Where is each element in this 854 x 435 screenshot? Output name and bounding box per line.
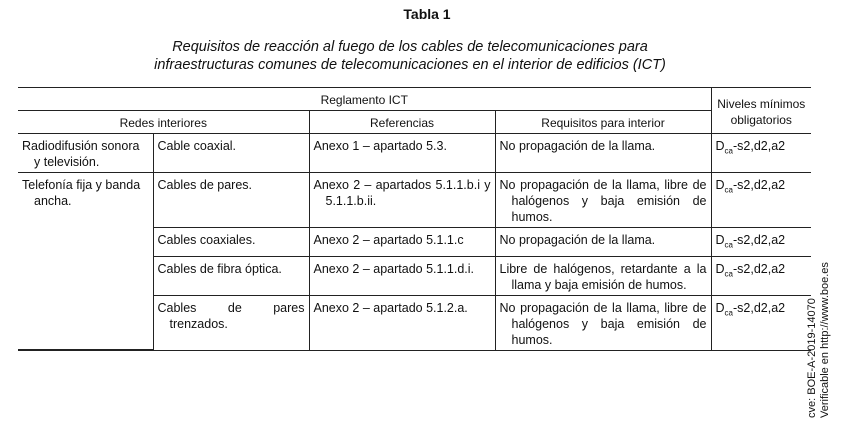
subtitle-line-1: Requisitos de reacción al fuego de los cables de telecomunicaciones para — [172, 39, 648, 55]
table-row — [18, 134, 811, 173]
cable-cell: Cables de fibra óptica. — [153, 256, 309, 295]
verification-note — [806, 262, 832, 418]
header-row-1 — [18, 88, 811, 111]
table-row — [18, 173, 811, 228]
nivel-cell: $D_{ca}-s2,d2,a2$ — [711, 228, 811, 257]
header-referencias: Referencias — [309, 111, 495, 134]
header-requisitos: Requisitos para interior — [495, 111, 711, 134]
referencia-cell: Anexo 2 – apartado 5.1.2.a. — [309, 295, 495, 350]
cable-cell: Cables coaxiales. — [153, 228, 309, 257]
requisito-cell: No propagación de la llama, libre de halógenos y baja emisión de humos. — [495, 173, 711, 228]
referencia-cell: Anexo 2 – apartados 5.1.1.b.i y 5.1.1.b.ii. — [309, 173, 495, 228]
requisito-cell: Libre de halógenos, retardante a la llama y baja emisión de humos. — [495, 256, 711, 295]
cable-cell: Cables de pares. — [153, 173, 309, 228]
nivel-cell: $D_{ca}-s2,d2,a2$ — [711, 134, 811, 173]
referencia-cell: Anexo 2 – apartado 5.1.1.d.i. — [309, 256, 495, 295]
cable-cell: Cables de pares trenzados. — [153, 295, 309, 350]
table-title: Tabla 1 — [403, 6, 451, 22]
header-row-2 — [18, 111, 811, 134]
referencia-cell: Anexo 1 – apartado 5.3. — [309, 134, 495, 173]
requisito-cell: No propagación de la llama. — [495, 134, 711, 173]
nivel-cell: $D_{ca}-s2,d2,a2$ — [711, 173, 811, 228]
header-niveles: Niveles mínimos obligatorios — [711, 88, 811, 134]
verification-url-line: Verificable en http://www.boe.es — [819, 262, 831, 418]
red-cell: Radiodifusión sonora y televisión. — [18, 134, 153, 173]
requirements-table — [18, 87, 811, 351]
red-cell: Telefonía fija y banda ancha. — [18, 173, 153, 351]
requisito-cell: No propagación de la llama. — [495, 228, 711, 257]
header-reglamento: Reglamento ICT — [18, 88, 711, 111]
referencia-cell: Anexo 2 – apartado 5.1.1.c — [309, 228, 495, 257]
nivel-cell: $D_{ca}-s2,d2,a2$ — [711, 295, 811, 350]
nivel-cell: $D_{ca}-s2,d2,a2$ — [711, 256, 811, 295]
subtitle-line-2: infraestructuras comunes de telecomunicaciones en el interior de edificios (ICT) — [154, 57, 666, 73]
table-subtitle — [0, 38, 820, 74]
requisito-cell: No propagación de la llama, libre de halógenos y baja emisión de humos. — [495, 295, 711, 350]
header-redes: Redes interiores — [18, 111, 309, 134]
cable-cell: Cable coaxial. — [153, 134, 309, 173]
cve-line: cve: BOE-A-2019-14070 — [806, 298, 818, 418]
